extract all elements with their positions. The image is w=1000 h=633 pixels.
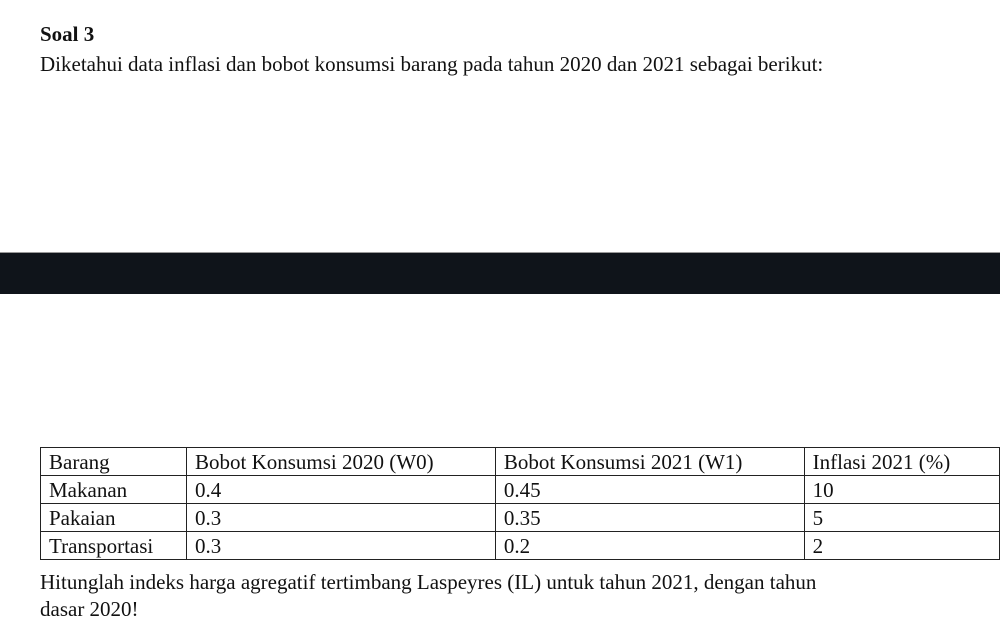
header-cell: Bobot Konsumsi 2020 (W0) (186, 448, 495, 476)
table-cell: 0.45 (495, 476, 804, 504)
redacted-band (0, 252, 1000, 294)
table-cell: 0.3 (186, 504, 495, 532)
data-table (40, 447, 1000, 560)
table-cell: Transportasi (41, 532, 187, 560)
table-cell: 0.3 (186, 532, 495, 560)
table-cell: 0.4 (186, 476, 495, 504)
table-row (41, 504, 1000, 532)
table-cell: 0.35 (495, 504, 804, 532)
table-cell: 5 (804, 504, 999, 532)
table-cell: Pakaian (41, 504, 187, 532)
table-header-row (41, 448, 1000, 476)
table-row (41, 476, 1000, 504)
header-cell: Bobot Konsumsi 2021 (W1) (495, 448, 804, 476)
header-cell: Inflasi 2021 (%) (804, 448, 999, 476)
header-cell: Barang (41, 448, 187, 476)
table-cell: 0.2 (495, 532, 804, 560)
question-text-line1: Hitunglah indeks harga agregatif tertimbang Laspeyres (IL) untuk tahun 2021, dengan tahun (40, 570, 817, 594)
question-title: Soal 3 (40, 22, 95, 46)
table-cell: Makanan (41, 476, 187, 504)
table-cell: 10 (804, 476, 999, 504)
table-row (41, 532, 1000, 560)
table-cell: 2 (804, 532, 999, 560)
intro-text: Diketahui data inflasi dan bobot konsumsi barang pada tahun 2020 dan 2021 sebagai berikut: (40, 52, 824, 76)
question-text-line2: dasar 2020! (40, 597, 139, 621)
